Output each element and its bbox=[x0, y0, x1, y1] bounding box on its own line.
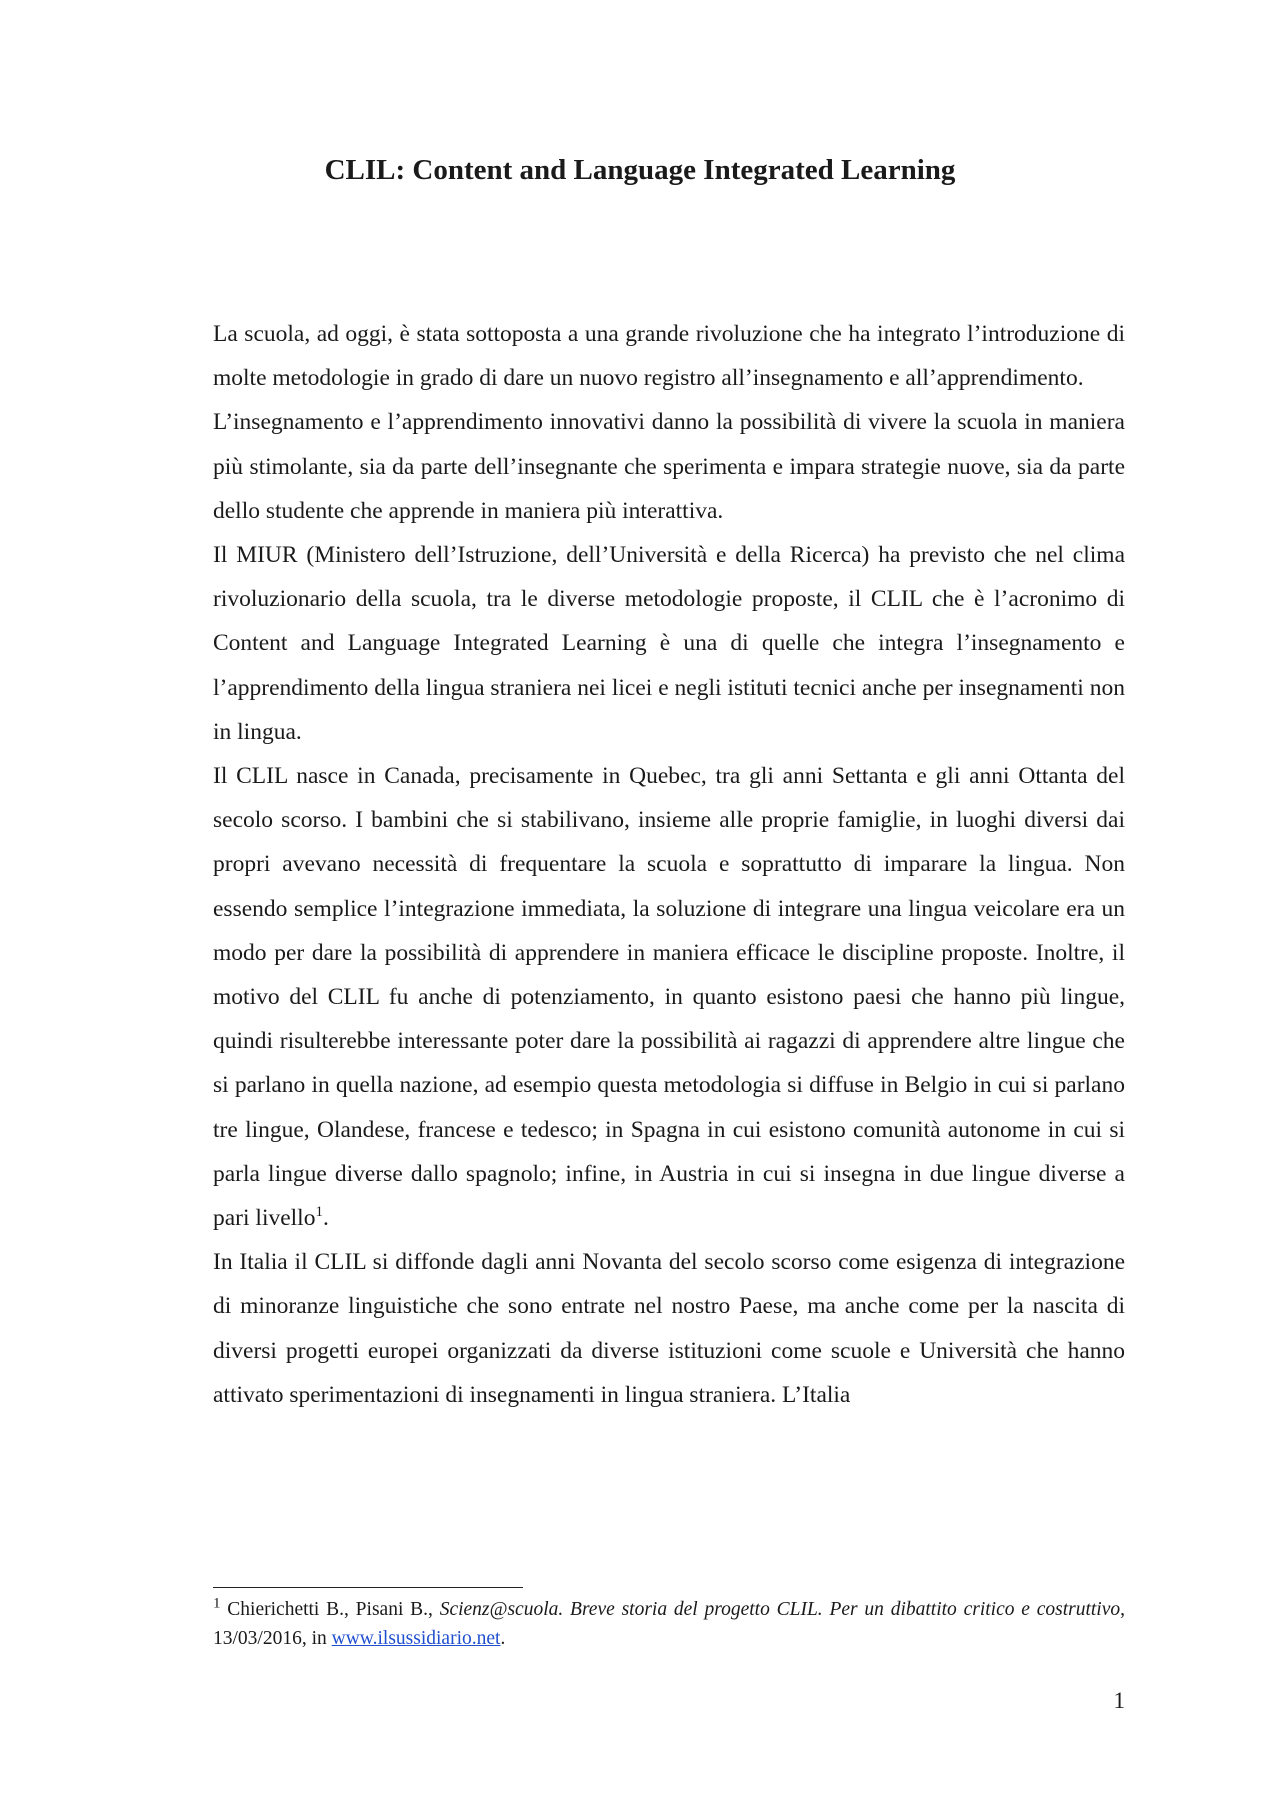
document-body bbox=[213, 312, 1125, 1417]
footnote-work-title: Scienz@scuola. Breve storia del progetto CLIL. Per un dibattito critico e costruttivo bbox=[439, 1599, 1121, 1620]
paragraph-3: Il MIUR (Ministero dell’Istruzione, dell’Università e della Ricerca) ha previsto che nel clima rivoluzionario della scuola, tra le diverse metodologie proposte, il CLIL che è l’acronimo di Content and Language Integrated Learning è una di quelle che integra l’insegnamento e l’apprendimento della lingua straniera nei licei e negli istituti tecnici anche per insegnamenti non in lingua. bbox=[213, 542, 1125, 745]
footnote bbox=[213, 1595, 1125, 1653]
paragraph-4-text: Il CLIL nasce in Canada, precisamente in Quebec, tra gli anni Settanta e gli anni Ottanta del secolo scorso. I bambini che si stabilivano, insieme alle proprie famiglie, in luoghi diversi dai propri avevano necessità di frequentare la scuola e soprattutto di imparare la lingua. Non essendo semplice l’integrazione immediata, la soluzione di integrare una lingua veicolare era un modo per dare la possibilità di apprendere in maniera efficace le discipline proposte. Inoltre, il motivo del CLIL fu anche di potenziamento, in quanto esistono paesi che hanno più lingue, quindi risulterebbe interessante poter dare la possibilità ai ragazzi di apprendere altre lingue che si parlano in quella nazione, ad esempio questa metodologia si diffuse in Belgio in cui si parlano tre lingue, Olandese, francese e tedesco; in Spagna in cui esistono comunità autonome in cui si parla lingue diverse dallo spagnolo; infine, in Austria in cui si insegna in due lingue diverse a pari livello bbox=[213, 763, 1125, 1232]
paragraph-5: In Italia il CLIL si diffonde dagli anni Novanta del secolo scorso come esigenza di integrazione di minoranze linguistiche che sono entrate nel nostro Paese, ma anche come per la nascita di diversi progetti europei organizzati da diverse istituzioni come scuole e Università che hanno attivato sperimentazioni di insegnamenti in lingua straniera. L’Italia bbox=[213, 1249, 1125, 1408]
document-title: CLIL: Content and Language Integrated Learning bbox=[324, 154, 956, 186]
footnote-reference[interactable]: 1 bbox=[315, 1204, 323, 1221]
paragraph-4 bbox=[213, 754, 1125, 1240]
page-number: 1 bbox=[1113, 1688, 1125, 1713]
paragraph-4-end: . bbox=[322, 1205, 329, 1232]
footnote-separator bbox=[213, 1587, 523, 1588]
footnote-link[interactable]: www.ilsussidiario.net bbox=[331, 1628, 501, 1649]
footnote-authors: Chierichetti B., Pisani B., bbox=[227, 1599, 433, 1620]
paragraph-2: L’insegnamento e l’apprendimento innovativi danno la possibilità di vivere la scuola in maniera più stimolante, sia da parte dell’insegnante che sperimenta e impara strategie nuove, sia da parte dello studente che apprende in maniera più interattiva. bbox=[213, 409, 1125, 524]
footnote-marker: 1 bbox=[213, 1595, 221, 1612]
footnote-date: , 13/03/2016, in bbox=[213, 1599, 1126, 1649]
paragraph-1: La scuola, ad oggi, è stata sottoposta a una grande rivoluzione che ha integrato l’introduzione di molte metodologie in grado di dare un nuovo registro all’insegnamento e all’apprendimento. bbox=[213, 321, 1125, 392]
footnote-end: . bbox=[500, 1628, 506, 1649]
